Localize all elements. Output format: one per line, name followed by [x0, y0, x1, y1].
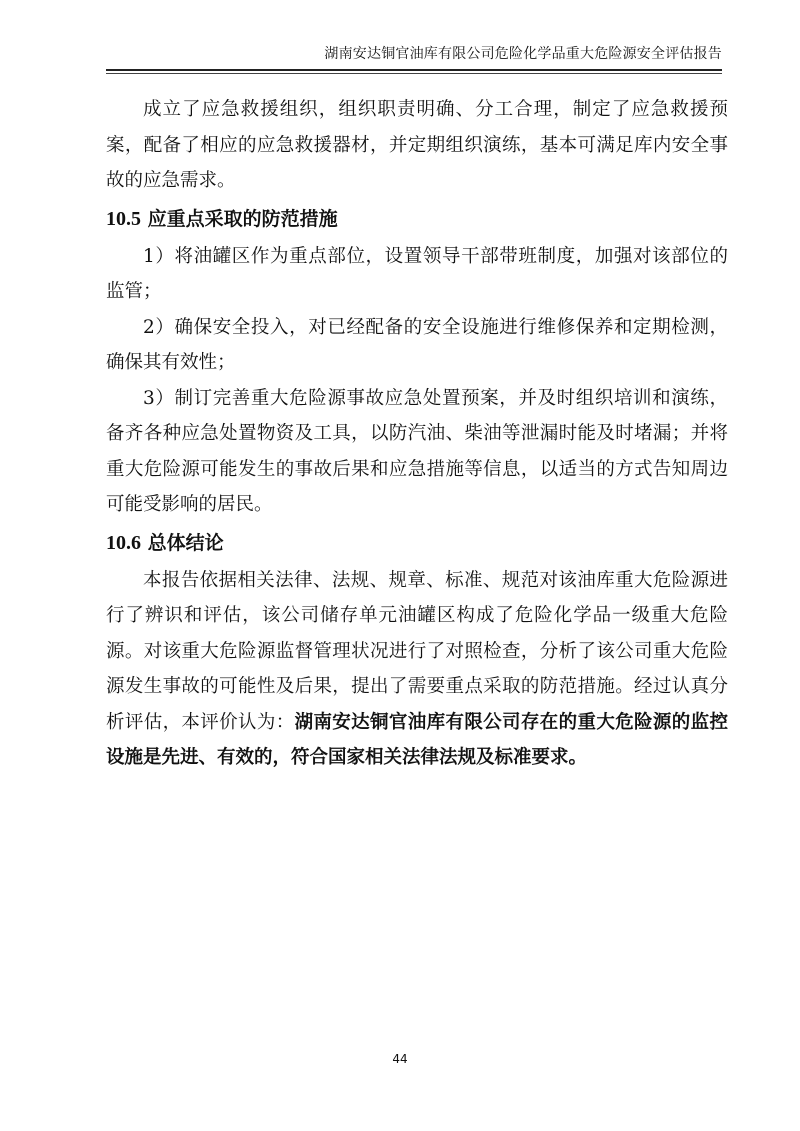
running-header: 湖南安达铜官油库有限公司危险化学品重大危险源安全评估报告 [324, 46, 722, 62]
section-title: 总体结论 [147, 531, 224, 554]
section-number: 10.6 [106, 531, 141, 554]
measure-item-1: 1）将油罐区作为重点部位，设置领导干部带班制度，加强对该部位的监管； [106, 245, 728, 302]
section-title: 应重点采取的防范措施 [147, 207, 338, 230]
page-number: 44 [392, 1052, 408, 1066]
conclusion-emphasis: 湖南安达铜官油库有限公司存在的重大危险源的监控设施是先进、有效的，符合国家相关法律法规及标准要求。 [106, 711, 728, 768]
intro-paragraph: 成立了应急救援组织，组织职责明确、分工合理，制定了应急救援预案，配备了相应的应急救援器材，并定期组织演练，基本可满足库内安全事故的应急需求。 [106, 99, 728, 191]
section-number: 10.5 [106, 207, 141, 230]
header-rule-thin [106, 73, 722, 74]
page-body [106, 92, 728, 776]
conclusion-paragraph [106, 563, 728, 776]
measure-item-2: 2）确保安全投入，对已经配备的安全设施进行维修保养和定期检测，确保其有效性； [106, 316, 728, 373]
section-heading-10-6 [106, 523, 728, 563]
header-rule-thick [106, 69, 722, 71]
measure-item-3: 3）制订完善重大危险源事故应急处置预案，并及时组织培训和演练，备齐各种应急处置物资及工具，以防汽油、柴油等泄漏时能及时堵漏；并将重大危险源可能发生的事故后果和应急措施等信息，以适当的方式告知周边可能受影响的居民。 [106, 387, 728, 515]
conclusion-text: 本报告依据相关法律、法规、规章、标准、规范对该油库重大危险源进行了辨识和评估，该公司储存单元油罐区构成了危险化学品一级重大危险源。对该重大危险源监督管理状况进行了对照检查，分析了该公司重大危险源发生事故的可能性及后果，提出了需要重点采取的防范措施。经过认真分析评估，本评价认为： [106, 569, 728, 733]
section-heading-10-5 [106, 199, 728, 239]
